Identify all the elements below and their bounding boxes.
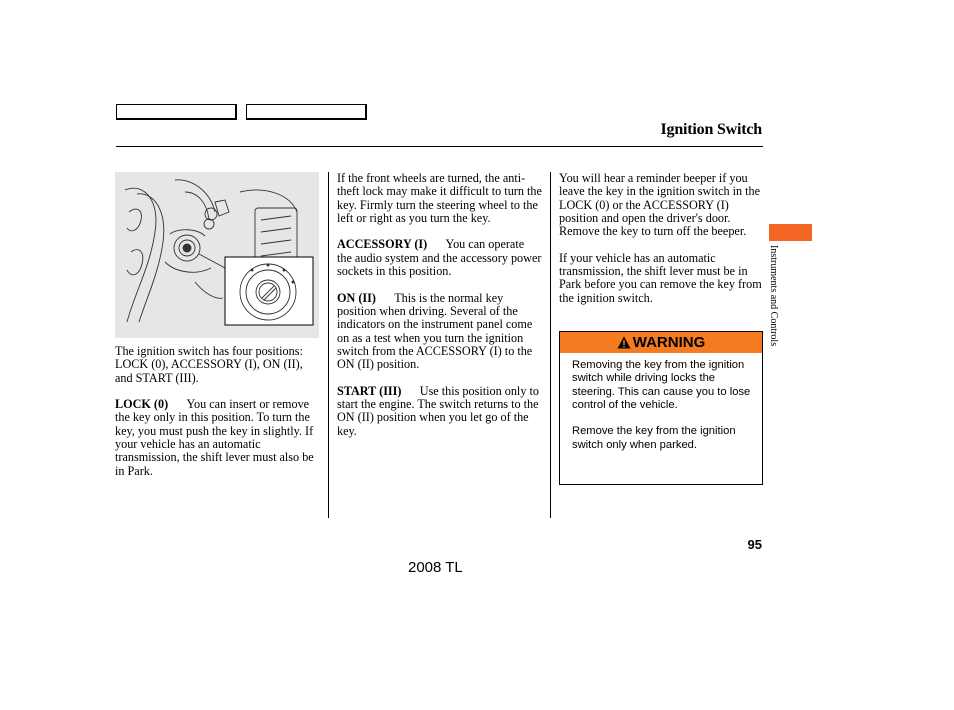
beeper-paragraph: You will hear a reminder beeper if you leave the key in the ignition switch in the LOCK (0) or the ACCESSORY (I) position and open the driver's door. Remove the key to turn off the beeper. xyxy=(559,171,761,239)
warning-label: WARNING xyxy=(632,334,706,351)
column-middle xyxy=(337,172,542,451)
intro-paragraph: The ignition switch has four positions: LOCK (0), ACCESSORY (I), ON (II), and START (III). xyxy=(115,344,303,385)
lock-heading: LOCK (0) xyxy=(115,397,169,412)
column-divider xyxy=(328,172,329,518)
warning-box xyxy=(559,331,763,485)
nav-box-left[interactable] xyxy=(116,104,237,120)
column-divider xyxy=(550,172,551,518)
nav-box-right[interactable] xyxy=(246,104,367,120)
accessory-heading: ACCESSORY (I) xyxy=(337,237,428,252)
section-tab[interactable] xyxy=(769,224,812,241)
title-divider xyxy=(116,146,763,147)
column-left xyxy=(115,345,320,491)
model-label: 2008 TL xyxy=(408,559,463,576)
lock-text: You can insert or remove the key only in this position. To turn the key, you must push the key in slightly. If your vehicle has an automatic transmission, the shift lever must also be in Park. xyxy=(115,397,314,478)
start-paragraph xyxy=(337,385,542,438)
on-paragraph xyxy=(337,292,542,372)
warning-header xyxy=(560,332,762,353)
lock-paragraph xyxy=(115,398,320,478)
warning-text-2: Remove the key from the ignition switch only when parked. xyxy=(572,425,736,451)
section-label-text: Instruments and Controls xyxy=(768,245,779,347)
ignition-switch-illustration xyxy=(115,172,319,338)
start-text: Use this position only to start the engine. The switch returns to the ON (II) position when you let go of the key. xyxy=(337,383,539,438)
on-heading: ON (II) xyxy=(337,290,376,305)
accessory-paragraph xyxy=(337,238,542,278)
accessory-text: You can operate the audio system and the accessory power sockets in this position. xyxy=(337,237,542,279)
on-text: This is the normal key position when driving. Several of the indicators on the instrument panel come on as a test when you turn the ignition switch from the ACCESSORY (I) to the ON (II) position. xyxy=(337,290,533,372)
page-number: 95 xyxy=(747,537,762,552)
page-title: Ignition Switch xyxy=(660,121,762,138)
warning-triangle-icon xyxy=(617,336,631,349)
park-paragraph: If your vehicle has an automatic transmission, the shift lever must be in Park before you can remove the key from the ignition switch. xyxy=(559,250,762,305)
section-label xyxy=(766,245,780,375)
warning-body xyxy=(560,353,762,452)
anti-theft-paragraph: If the front wheels are turned, the anti-theft lock may make it difficult to turn the key. Firmly turn the steering wheel to the left or right as you turn the key. xyxy=(337,171,542,225)
warning-text-1: Removing the key from the ignition switch while driving locks the steering. This can cause you to lose control of the vehicle. xyxy=(572,359,751,411)
column-right xyxy=(559,172,763,318)
start-heading: START (III) xyxy=(337,383,402,398)
